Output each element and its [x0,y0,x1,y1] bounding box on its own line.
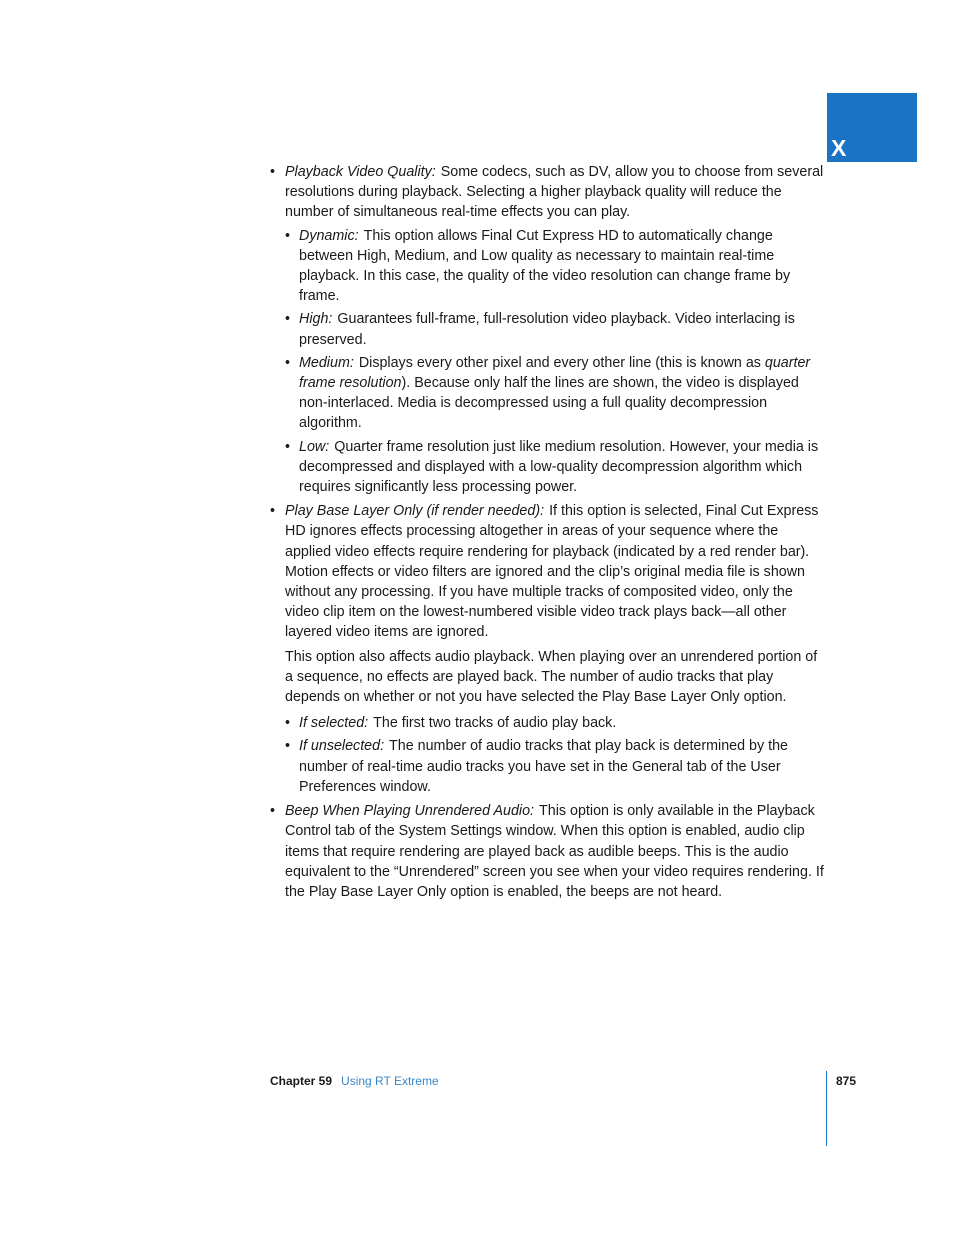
desc-medium-italic: quarter frame resolution [299,354,811,392]
list-item-dynamic [285,226,826,307]
part-letter: X [831,135,847,161]
footer-divider [826,1071,827,1146]
term-play-base-layer-only: Play Base Layer Only (if render needed): [285,503,545,520]
option-list [270,162,826,902]
list-item-if-unselected [285,736,826,797]
desc-high: Guarantees full-frame, full-resolution video playback. Video interlacing is preserved. [299,311,795,348]
desc-low: Quarter frame resolution just like medium resolution. However, your media is decompressed and displayed with a low-quality decompression algorithm which requires significantly less processing power. [299,438,819,496]
term-if-unselected: If unselected: [299,738,385,755]
term-dynamic: Dynamic: [299,227,359,244]
term-medium: Medium: [299,354,354,371]
desc-if-selected: The first two tracks of audio play back. [373,715,617,732]
sublist-audio [285,713,826,797]
list-item-playback-video-quality [270,162,826,497]
desc-medium-after: ). Because only half the lines are shown, the video is displayed non-interlaced. Media is decompressed using a full quality decompression algorithm. [299,375,799,432]
list-item-if-selected [285,713,826,733]
paragraph-audio-playback: This option also affects audio playback. When playing over an unrendered portion of a sequence, no effects are played back. The number of audio tracks that play depends on whether or not you have selected the Play Base Layer Only option. [285,648,818,706]
chapter-label: Chapter 59 [270,1074,333,1088]
chapter-title-link[interactable]: Using RT Extreme [341,1074,439,1088]
term-high: High: [299,311,333,328]
list-item-high [285,309,826,349]
desc-if-unselected: The number of audio tracks that play back is determined by the number of real-time audio tracks you have set in the General tab of the User Preferences window. [299,738,788,795]
desc-play-base-layer-only: If this option is selected, Final Cut Express HD ignores effects processing altogether in areas of your sequence where the applied video effects require rendering for playback (indicated by a red render bar). Motion effects or video filters are ignored and the clip’s original media file is shown without any processing. If you have multiple tracks of composited video, only the video clip item on the lowest-numbered visible video track plays back—all other layered video items are ignored. [285,503,819,641]
desc-medium-before: Displays every other pixel and every other line (this is known as [358,354,765,371]
sublist-quality [285,226,826,498]
list-item-play-base-layer-only [270,501,826,797]
term-if-selected: If selected: [299,715,369,732]
list-item-medium [285,353,826,434]
term-playback-video-quality: Playback Video Quality: [285,164,436,180]
desc-playback-video-quality: Some codecs, such as DV, allow you to choose from several resolutions during playback. Selecting a higher playback quality will reduce the number of simultaneous real-time effects you can play. [285,164,824,221]
term-low: Low: [299,438,330,455]
desc-dynamic: This option allows Final Cut Express HD to automatically change between High, Medium, and Low quality as necessary to maintain real-time playback. In this case, the quality of the video resolution can change frame by frame. [299,227,791,305]
part-tab [827,93,917,162]
body-text [270,162,826,906]
term-beep-unrendered-audio: Beep When Playing Unrendered Audio: [285,803,535,820]
list-item-low [285,437,826,498]
page-footer [270,1073,439,1089]
desc-beep-unrendered-audio: This option is only available in the Playback Control tab of the System Settings window. When this option is enabled, audio clip items that require rendering are played back as audible beeps. This is the audio equivalent to the “Unrendered” screen you see when your video requires rendering. If the Play Base Layer Only option is enabled, the beeps are not heard. [285,803,824,900]
list-item-beep-unrendered-audio [270,801,826,902]
page-number: 875 [836,1074,857,1088]
